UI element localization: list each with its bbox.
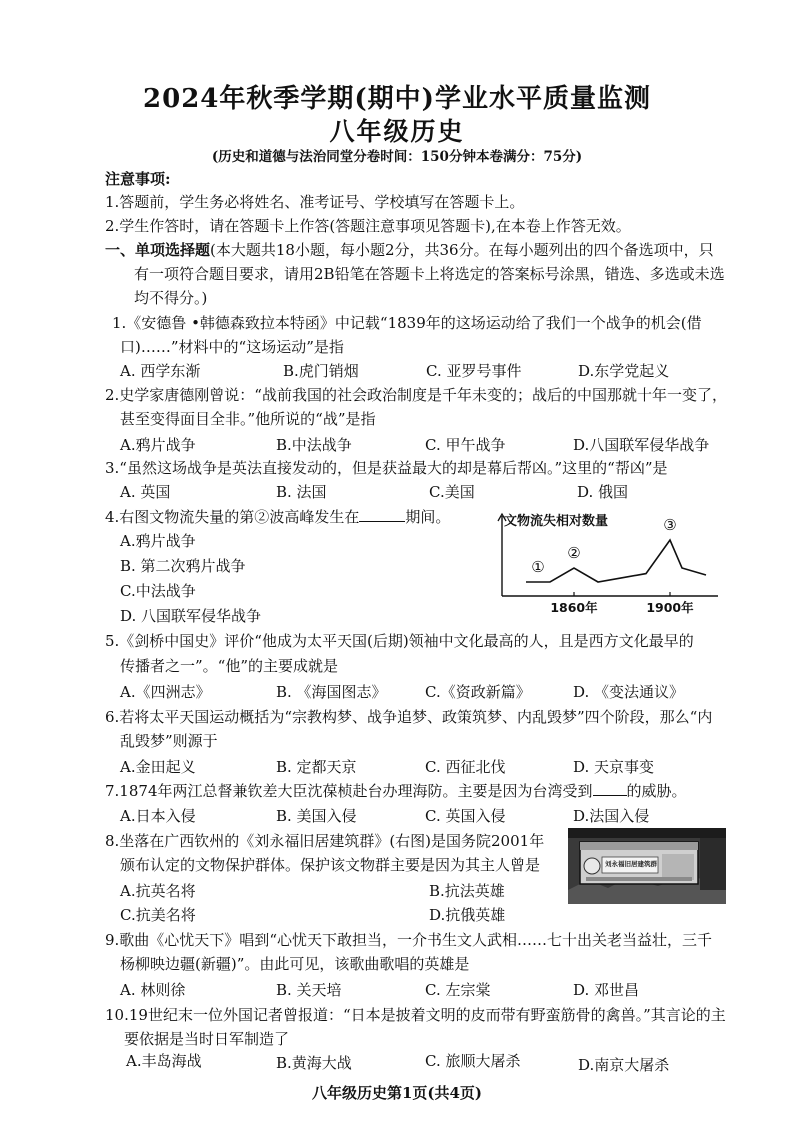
q9-option-b: B. 关天培 bbox=[276, 981, 342, 999]
q4-stem-1 bbox=[105, 506, 450, 527]
q3-stem-1: 3.“虽然这场战争是英法直接发动的，但是获益最大的却是幕后帮凶。”这里的“帮凶”是 bbox=[105, 459, 668, 477]
chart-annotation: ① bbox=[531, 558, 545, 576]
q7-stem-b: 的威胁。 bbox=[626, 782, 687, 800]
notice-heading: 注意事项: bbox=[105, 170, 171, 188]
q6-stem-2: 乱毁梦”则源于 bbox=[120, 732, 218, 750]
q10-option-a: A.丰岛海战 bbox=[126, 1052, 202, 1070]
q5-option-d: D. 《变法通议》 bbox=[573, 683, 685, 701]
q1-option-b: B.虎门销烟 bbox=[283, 362, 359, 380]
chart-title: 文物流失相对数量 bbox=[504, 514, 609, 529]
q7-option-d: D.法国入侵 bbox=[573, 807, 650, 825]
q5-option-c: C.《资政新篇》 bbox=[425, 683, 531, 701]
section-1-desc-1: (本大题共18小题，每小题2分，共36分。在每小题列出的四个备选项中，只 bbox=[210, 241, 714, 259]
section-1-label: 一、单项选择题 bbox=[105, 241, 211, 259]
q8-option-b: B.抗法英雄 bbox=[429, 882, 505, 900]
notice-item-2: 2.学生作答时，请在答题卡上作答(答题注意事项见答题卡),在本卷上作答无效。 bbox=[105, 217, 631, 235]
q7-option-b: B. 美国入侵 bbox=[276, 807, 357, 825]
q7-stem-a: 7.1874年两江总督兼钦差大臣沈葆桢赴台办理海防。主要是因为台湾受到 bbox=[105, 782, 593, 800]
q8-stem-1: 8.坐落在广西钦州的《刘永福旧居建筑群》(右图)是国务院2001年 bbox=[105, 832, 545, 850]
q1-stem-2: 口)……”材料中的“这场运动”是指 bbox=[120, 338, 344, 356]
section-1-desc-2: 有一项符合题目要求，请用2B铅笔在答题卡上将选定的答案标号涂黑，错选、多选或未选 bbox=[134, 265, 725, 283]
q8-option-c: C.抗美名将 bbox=[120, 906, 196, 924]
q5-stem-1: 5.《剑桥中国史》评价“他成为太平天国(后期)领袖中文化最高的人，且是西方文化最早的 bbox=[105, 632, 694, 650]
q5-option-a: A.《四洲志》 bbox=[120, 683, 211, 701]
q6-option-a: A.金田起义 bbox=[120, 758, 196, 776]
q4-blank bbox=[359, 509, 405, 522]
q10-option-b: B.黄海大战 bbox=[276, 1054, 352, 1072]
q1-option-c: C. 亚罗号事件 bbox=[426, 362, 522, 380]
q9-stem-1: 9.歌曲《心忧天下》唱到“心忧天下敢担当，一介书生文人武相……七十出关老当益壮，三千 bbox=[105, 931, 712, 949]
exam-subject: 八年级历史 bbox=[329, 117, 465, 146]
q3-option-d: D. 俄国 bbox=[577, 483, 629, 501]
q4-stem-b: 期间。 bbox=[405, 508, 451, 526]
chart-annotation: ② bbox=[567, 544, 581, 562]
exam-time-note: (历史和道德与法治同堂分卷时间：150分钟本卷满分：75分) bbox=[211, 149, 583, 165]
q10-stem-2: 要依据是当时日军制造了 bbox=[124, 1030, 290, 1048]
liu-yongfu-residence-photo bbox=[568, 828, 726, 904]
q5-stem-2: 传播者之一”。“他”的主要成就是 bbox=[120, 657, 339, 675]
q3-option-b: B. 法国 bbox=[276, 483, 327, 501]
q7-stem-1 bbox=[105, 780, 687, 801]
q1-stem-1: 1.《安德鲁 •韩德森致拉本特函》中记载“1839年的这场运动给了我们一个战争的机会(借 bbox=[112, 314, 702, 332]
section-1-desc-3: 均不得分。) bbox=[134, 289, 208, 307]
q7-option-c: C. 英国入侵 bbox=[425, 807, 506, 825]
q3-option-c: C.美国 bbox=[429, 483, 475, 501]
q4-option-c: C.中法战争 bbox=[120, 582, 196, 600]
q6-option-d: D. 天京事变 bbox=[573, 758, 655, 776]
q10-stem-1: 10.19世纪末一位外国记者曾报道：“日本是披着文明的皮而带有野蛮筋骨的禽兽。”其言论的主 bbox=[105, 1006, 726, 1024]
q1-option-a: A. 西学东渐 bbox=[120, 362, 201, 380]
q8-option-d: D.抗俄英雄 bbox=[429, 906, 506, 924]
q1-option-d: D.东学党起义 bbox=[578, 362, 670, 380]
q6-option-c: C. 西征北伐 bbox=[425, 758, 506, 776]
q2-option-a: A.鸦片战争 bbox=[120, 436, 196, 454]
q10-option-c: C. 旅顺大屠杀 bbox=[425, 1052, 521, 1070]
q7-option-a: A.日本入侵 bbox=[120, 807, 196, 825]
q2-stem-1: 2.史学家唐德刚曾说：“战前我国的社会政治制度是千年未变的；战后的中国那就十年一变了， bbox=[105, 386, 727, 404]
q9-stem-2: 杨柳映边疆(新疆)”。由此可见，该歌曲歌唱的英雄是 bbox=[120, 955, 470, 973]
q8-option-a: A.抗英名将 bbox=[120, 882, 196, 900]
section-1-line-1 bbox=[105, 239, 714, 260]
chart-x-tick-label: 1860年 bbox=[550, 600, 598, 615]
q7-blank bbox=[593, 783, 627, 796]
chart-series-line bbox=[526, 540, 706, 582]
q6-stem-1: 6.若将太平天国运动概括为“宗教构梦、战争追梦、政策筑梦、内乱毁梦”四个阶段，那么“内 bbox=[105, 708, 713, 726]
q3-option-a: A. 英国 bbox=[120, 483, 171, 501]
q9-option-a: A. 林则徐 bbox=[120, 981, 186, 999]
q2-option-c: C. 甲午战争 bbox=[425, 436, 506, 454]
chart-annotation: ③ bbox=[663, 516, 677, 534]
q2-option-b: B.中法战争 bbox=[276, 436, 352, 454]
q9-option-c: C. 左宗棠 bbox=[425, 981, 491, 999]
q10-option-d: D.南京大屠杀 bbox=[578, 1056, 670, 1074]
q2-stem-2: 甚至变得面目全非。”他所说的“战”是指 bbox=[120, 410, 376, 428]
artifact-loss-chart bbox=[492, 512, 724, 622]
q2-option-d: D.八国联军侵华战争 bbox=[573, 436, 710, 454]
q9-option-d: D. 邓世昌 bbox=[573, 981, 640, 999]
notice-item-1: 1.答题前，学生务必将姓名、准考证号、学校填写在答题卡上。 bbox=[105, 193, 525, 211]
q4-option-a: A.鸦片战争 bbox=[120, 532, 196, 550]
exam-title: 2024年秋季学期(期中)学业水平质量监测 bbox=[143, 84, 651, 114]
q4-option-b: B. 第二次鸦片战争 bbox=[120, 557, 246, 575]
page-footer: 八年级历史第1页(共4页) bbox=[311, 1084, 483, 1102]
q6-option-b: B. 定都天京 bbox=[276, 758, 357, 776]
q4-stem-a: 4.右图文物流失量的第②波高峰发生在 bbox=[105, 508, 360, 526]
q4-option-d: D. 八国联军侵华战争 bbox=[120, 607, 262, 625]
q8-stem-2: 颁布认定的文物保护群体。保护该文物群主要是因为其主人曾是 bbox=[120, 856, 541, 874]
photo-sign-text: 刘永福旧居建筑群 bbox=[605, 860, 657, 868]
q5-option-b: B. 《海国图志》 bbox=[276, 683, 387, 701]
chart-x-tick-label: 1900年 bbox=[646, 600, 694, 615]
